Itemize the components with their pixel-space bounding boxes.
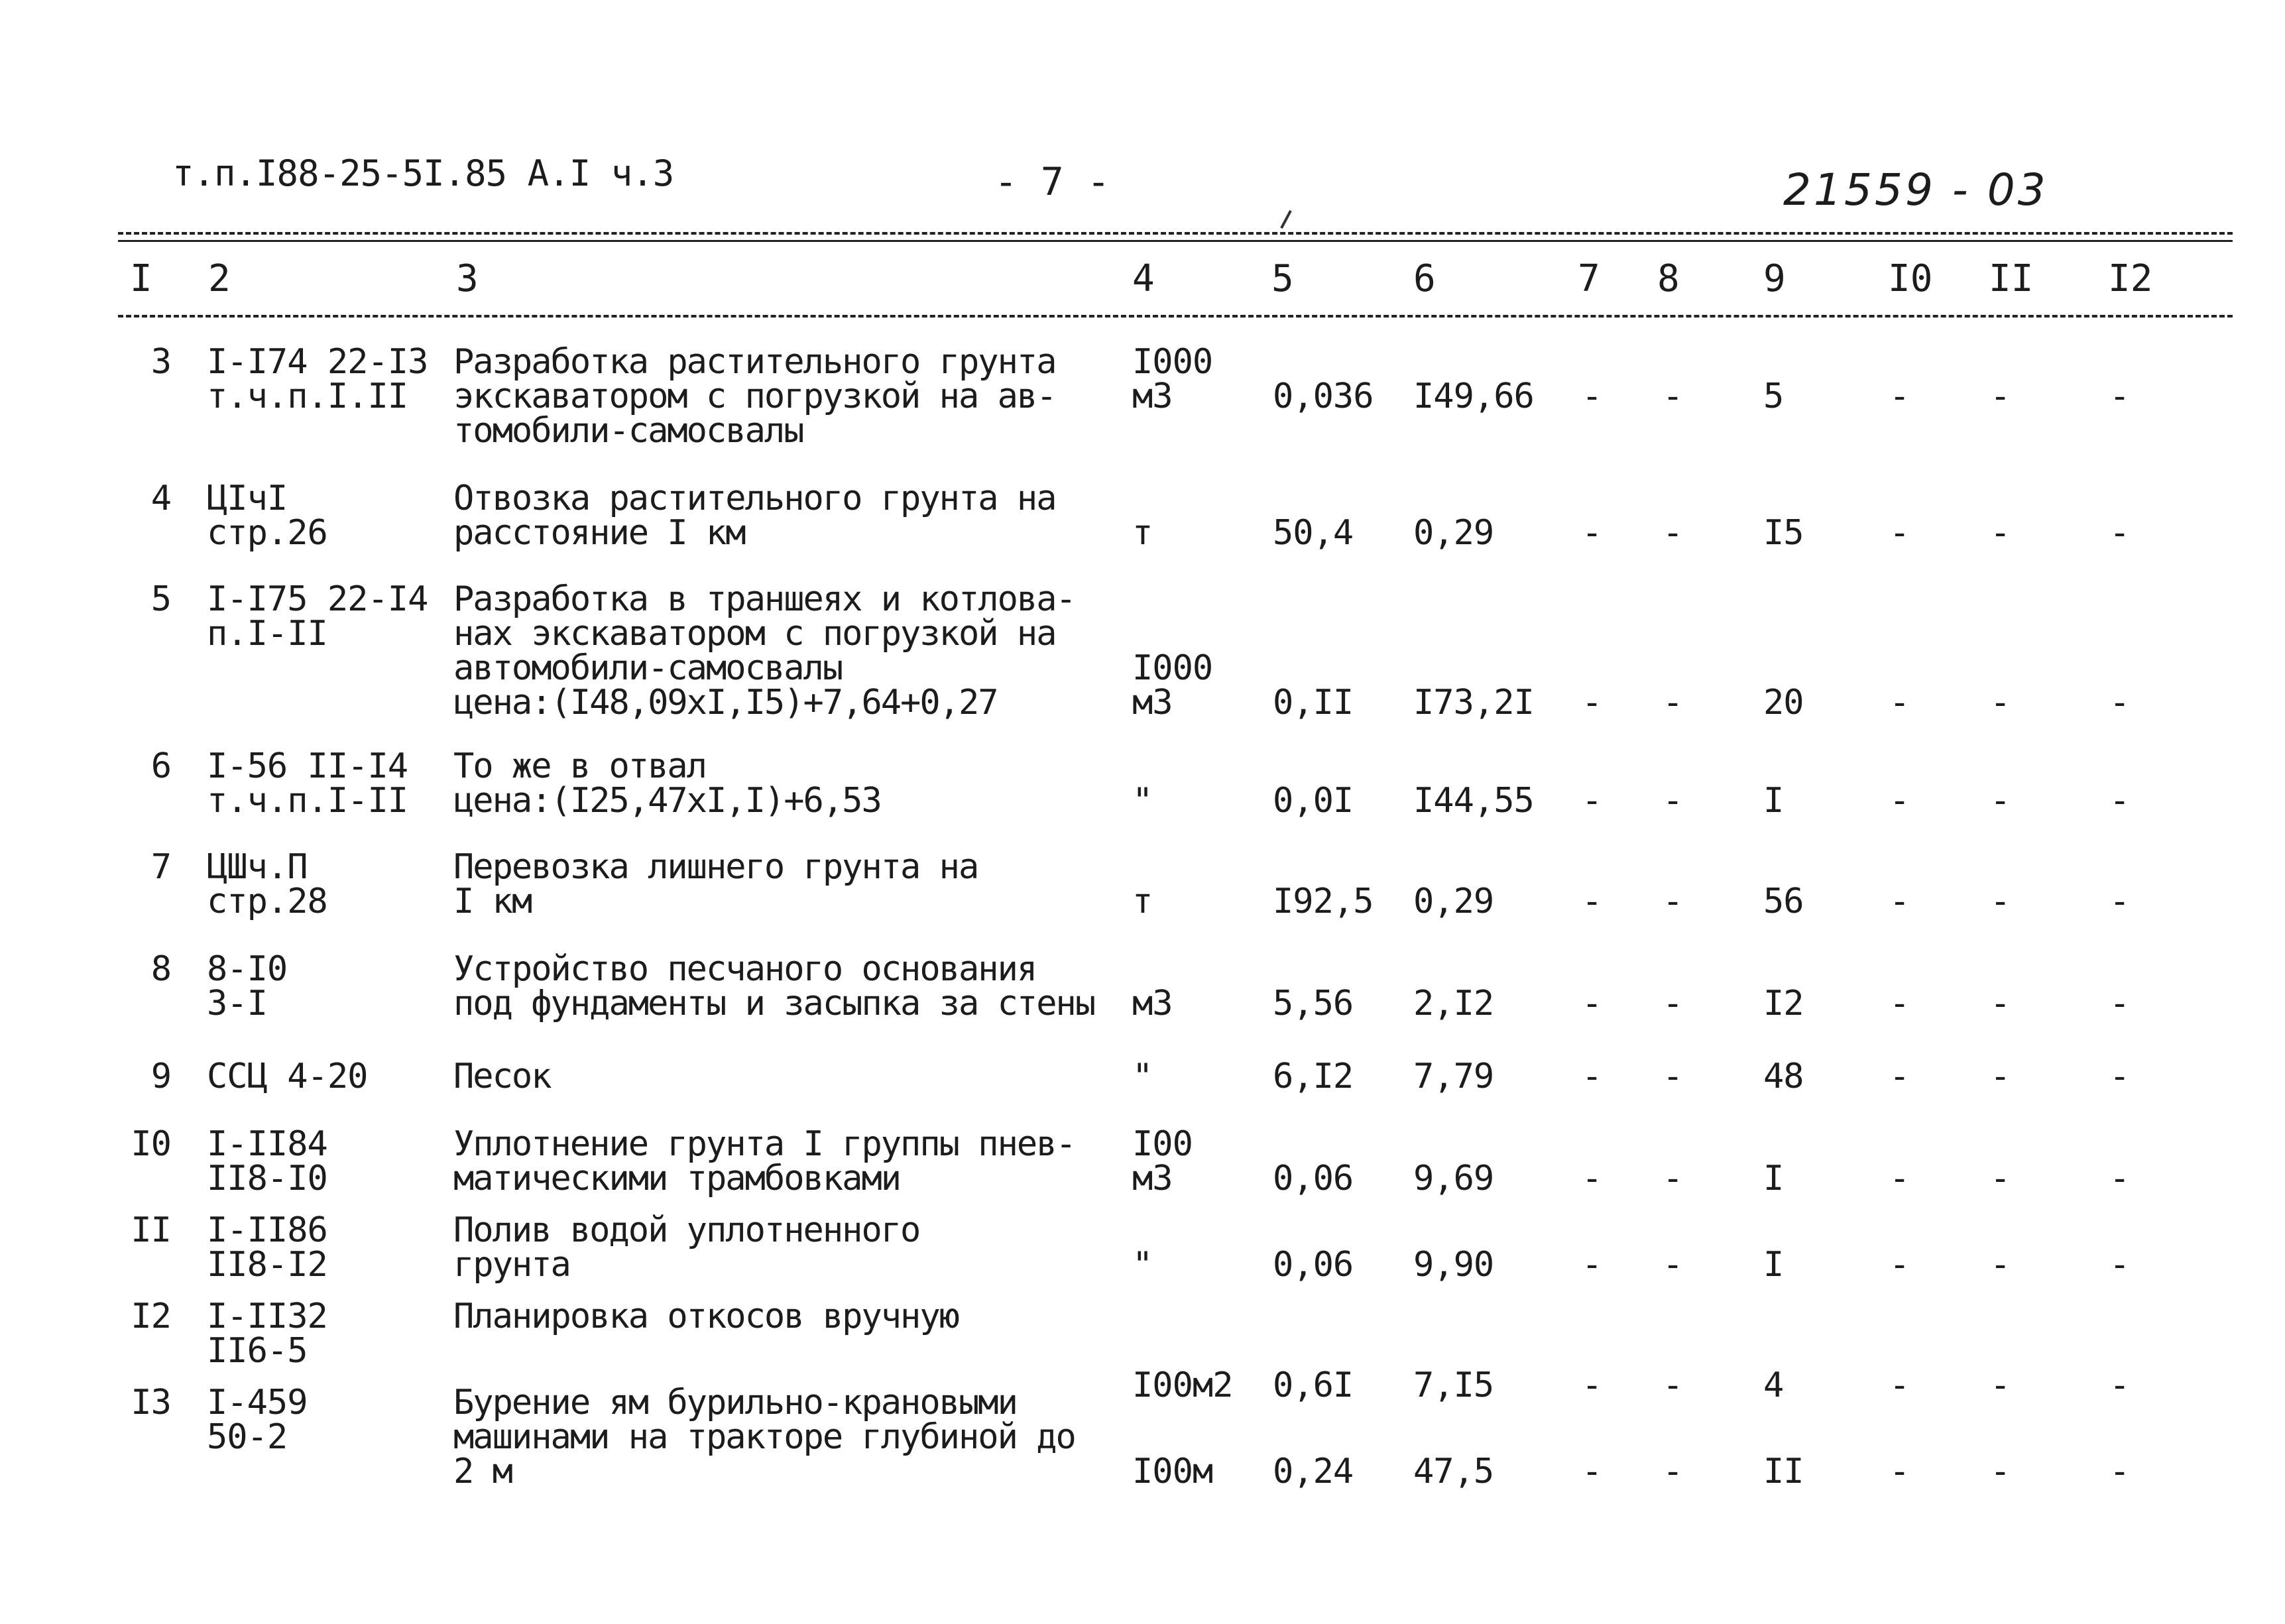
page-number: - 7 -: [994, 159, 1110, 204]
work-description: Устройство песчаного основания: [453, 949, 1037, 989]
work-code: т.ч.п.I.II: [207, 377, 408, 416]
value-c11: -: [1990, 1159, 2011, 1198]
work-description: цена:(I48,09хI,I5)+7,64+0,27: [453, 683, 998, 723]
work-description: цена:(I25,47хI,I)+6,53: [453, 781, 881, 821]
value-c9: II: [1763, 1452, 1804, 1491]
value-c12: -: [2109, 984, 2130, 1023]
work-code: I-459: [207, 1383, 308, 1422]
value-c6: 7,I5: [1413, 1365, 1494, 1405]
value-c10: -: [1889, 377, 1910, 416]
value-c7: -: [1582, 513, 1602, 553]
value-c6: 0,29: [1413, 882, 1494, 921]
value-c11: -: [1990, 377, 2011, 416]
col-head-12: I2: [2108, 257, 2153, 300]
col-head-9: 9: [1763, 257, 1786, 300]
work-code: I-I75 22-I4: [207, 579, 428, 619]
work-code: 8-I0: [207, 949, 288, 989]
col-head-6: 6: [1413, 257, 1436, 300]
work-code: II8-I2: [207, 1245, 327, 1285]
unit-of-measure: м3: [1132, 377, 1173, 416]
unit-of-measure: ": [1132, 1057, 1153, 1096]
value-c11: -: [1990, 1057, 2011, 1096]
row-number: 3: [150, 342, 171, 382]
unit-of-measure: I000: [1132, 648, 1213, 688]
value-c10: -: [1889, 1245, 1910, 1285]
work-description: нах экскаватором с погрузкой на: [453, 614, 1056, 654]
value-c10: -: [1889, 781, 1910, 821]
value-c12: -: [2109, 513, 2130, 553]
row-number: 4: [150, 479, 171, 518]
work-description: Полив водой уплотненного: [453, 1210, 920, 1250]
value-c12: -: [2109, 1365, 2130, 1405]
top-rule-dashed: [118, 232, 2233, 235]
col-head-8: 8: [1657, 257, 1680, 300]
unit-of-measure: т: [1132, 882, 1153, 921]
value-c8: -: [1663, 882, 1683, 921]
col-head-10: I0: [1888, 257, 1933, 300]
work-code: II8-I0: [207, 1159, 327, 1198]
work-code: I-I74 22-I3: [207, 342, 428, 382]
col-head-7: 7: [1578, 257, 1600, 300]
value-c10: -: [1889, 984, 1910, 1023]
work-description: Отвозка растительного грунта на: [453, 479, 1056, 518]
value-c7: -: [1582, 1057, 1602, 1096]
work-description: 2 м: [453, 1452, 512, 1491]
value-c5: I92,5: [1273, 882, 1374, 921]
work-code: стр.28: [207, 882, 327, 921]
work-description: Перевозка лишнего грунта на: [453, 847, 978, 887]
work-code: I-II32: [207, 1297, 327, 1336]
value-c9: I2: [1763, 984, 1804, 1023]
value-c9: I: [1763, 1245, 1784, 1285]
value-c9: 48: [1763, 1057, 1804, 1096]
value-c8: -: [1663, 1057, 1683, 1096]
value-c8: -: [1663, 377, 1683, 416]
work-description: грунта: [453, 1245, 570, 1285]
value-c10: -: [1889, 683, 1910, 723]
row-number: 9: [150, 1057, 171, 1096]
value-c11: -: [1990, 1245, 2011, 1285]
value-c7: -: [1582, 882, 1602, 921]
value-c11: -: [1990, 781, 2011, 821]
value-c10: -: [1889, 1159, 1910, 1198]
value-c5: 0,6I: [1273, 1365, 1354, 1405]
value-c9: 56: [1763, 882, 1804, 921]
value-c9: 5: [1763, 377, 1784, 416]
unit-of-measure: м3: [1132, 984, 1173, 1023]
value-c8: -: [1663, 683, 1683, 723]
work-description: Разработка в траншеях и котлова-: [453, 579, 1075, 619]
work-description: машинами на тракторе глубиной до: [453, 1417, 1075, 1457]
work-description: Уплотнение грунта I группы пнев-: [453, 1124, 1075, 1164]
work-description: Разработка растительного грунта: [453, 342, 1056, 382]
work-description: I км: [453, 882, 532, 921]
value-c6: 47,5: [1413, 1452, 1494, 1491]
value-c6: I44,55: [1413, 781, 1534, 821]
value-c7: -: [1582, 1245, 1602, 1285]
value-c9: 20: [1763, 683, 1804, 723]
value-c7: -: [1582, 377, 1602, 416]
value-c5: 6,I2: [1273, 1057, 1354, 1096]
value-c9: I: [1763, 1159, 1784, 1198]
value-c10: -: [1889, 1365, 1910, 1405]
value-c5: 0,0I: [1273, 781, 1354, 821]
row-number: I3: [131, 1383, 171, 1422]
work-code: стр.26: [207, 513, 327, 553]
row-number: 8: [150, 949, 171, 989]
value-c9: 4: [1763, 1365, 1784, 1405]
work-code: 50-2: [207, 1417, 288, 1457]
value-c7: -: [1582, 984, 1602, 1023]
value-c12: -: [2109, 1452, 2130, 1491]
value-c12: -: [2109, 781, 2130, 821]
value-c5: 0,036: [1273, 377, 1374, 416]
pen-mark: [1280, 210, 1292, 229]
work-description: То же в отвал: [453, 746, 706, 786]
value-c12: -: [2109, 1057, 2130, 1096]
value-c6: 0,29: [1413, 513, 1494, 553]
value-c8: -: [1663, 1365, 1683, 1405]
row-number: 7: [150, 847, 171, 887]
work-description: матическими трамбовками: [453, 1159, 901, 1198]
work-code: II6-5: [207, 1331, 308, 1371]
row-number: 5: [150, 579, 171, 619]
work-code: ЦIчI: [207, 479, 288, 518]
value-c8: -: [1663, 513, 1683, 553]
handwritten-code: 21559 - 03: [1783, 164, 2048, 215]
value-c9: I: [1763, 781, 1784, 821]
value-c5: 5,56: [1273, 984, 1354, 1023]
value-c11: -: [1990, 683, 2011, 723]
value-c8: -: [1663, 1452, 1683, 1491]
work-description: расстояние I км: [453, 513, 745, 553]
value-c5: 0,II: [1273, 683, 1354, 723]
unit-of-measure: ": [1132, 1245, 1153, 1285]
row-number: I0: [131, 1124, 171, 1164]
value-c11: -: [1990, 984, 2011, 1023]
header-rule: [118, 315, 2233, 318]
value-c8: -: [1663, 984, 1683, 1023]
value-c11: -: [1990, 513, 2011, 553]
work-code: I-II84: [207, 1124, 327, 1164]
value-c12: -: [2109, 1245, 2130, 1285]
value-c10: -: [1889, 1452, 1910, 1491]
document-reference: т.п.I88-25-5I.85 А.I ч.3: [172, 152, 674, 194]
work-code: ССЦ 4-20: [207, 1057, 368, 1096]
col-head-5: 5: [1271, 257, 1294, 300]
value-c8: -: [1663, 1159, 1683, 1198]
work-code: п.I-II: [207, 614, 327, 654]
row-number: 6: [150, 746, 171, 786]
value-c6: I49,66: [1413, 377, 1534, 416]
value-c5: 0,06: [1273, 1159, 1354, 1198]
unit-of-measure: ": [1132, 781, 1153, 821]
unit-of-measure: м3: [1132, 683, 1173, 723]
work-code: т.ч.п.I-II: [207, 781, 408, 821]
unit-of-measure: т: [1132, 513, 1153, 553]
value-c7: -: [1582, 1365, 1602, 1405]
value-c10: -: [1889, 882, 1910, 921]
unit-of-measure: I000: [1132, 342, 1213, 382]
value-c7: -: [1582, 1159, 1602, 1198]
value-c11: -: [1990, 1452, 2011, 1491]
row-number: II: [131, 1210, 171, 1250]
value-c6: 9,90: [1413, 1245, 1494, 1285]
value-c7: -: [1582, 1452, 1602, 1491]
work-description: экскаватором с погрузкой на ав-: [453, 377, 1056, 416]
col-head-2: 2: [208, 257, 231, 300]
work-description: Планировка откосов вручную: [453, 1297, 959, 1336]
value-c7: -: [1582, 683, 1602, 723]
row-number: I2: [131, 1297, 171, 1336]
work-description: под фундаменты и засыпка за стены: [453, 984, 1095, 1023]
value-c6: 9,69: [1413, 1159, 1494, 1198]
value-c10: -: [1889, 513, 1910, 553]
value-c12: -: [2109, 683, 2130, 723]
col-head-3: 3: [456, 257, 479, 300]
value-c9: I5: [1763, 513, 1804, 553]
value-c8: -: [1663, 781, 1683, 821]
work-description: томобили-самосвалы: [453, 411, 803, 451]
value-c11: -: [1990, 882, 2011, 921]
value-c6: 7,79: [1413, 1057, 1494, 1096]
col-head-1: I: [130, 257, 152, 300]
value-c6: I73,2I: [1413, 683, 1534, 723]
value-c5: 50,4: [1273, 513, 1354, 553]
value-c12: -: [2109, 882, 2130, 921]
work-code: 3-I: [207, 984, 267, 1023]
value-c5: 0,24: [1273, 1452, 1354, 1491]
value-c6: 2,I2: [1413, 984, 1494, 1023]
value-c10: -: [1889, 1057, 1910, 1096]
work-code: I-II86: [207, 1210, 327, 1250]
value-c12: -: [2109, 377, 2130, 416]
col-head-4: 4: [1132, 257, 1155, 300]
unit-of-measure: м3: [1132, 1159, 1173, 1198]
unit-of-measure: I00: [1132, 1124, 1193, 1164]
work-code: ЦШч.П: [207, 847, 308, 887]
value-c7: -: [1582, 781, 1602, 821]
value-c5: 0,06: [1273, 1245, 1354, 1285]
work-description: Песок: [453, 1057, 551, 1096]
value-c12: -: [2109, 1159, 2130, 1198]
work-code: I-56 II-I4: [207, 746, 408, 786]
top-rule-solid: [118, 240, 2233, 242]
col-head-11: II: [1989, 257, 2034, 300]
work-description: автомобили-самосвалы: [453, 648, 843, 688]
value-c8: -: [1663, 1245, 1683, 1285]
value-c11: -: [1990, 1365, 2011, 1405]
work-description: Бурение ям бурильно-крановыми: [453, 1383, 1017, 1422]
unit-of-measure: I00м: [1132, 1452, 1213, 1491]
unit-of-measure: I00м2: [1132, 1365, 1233, 1405]
